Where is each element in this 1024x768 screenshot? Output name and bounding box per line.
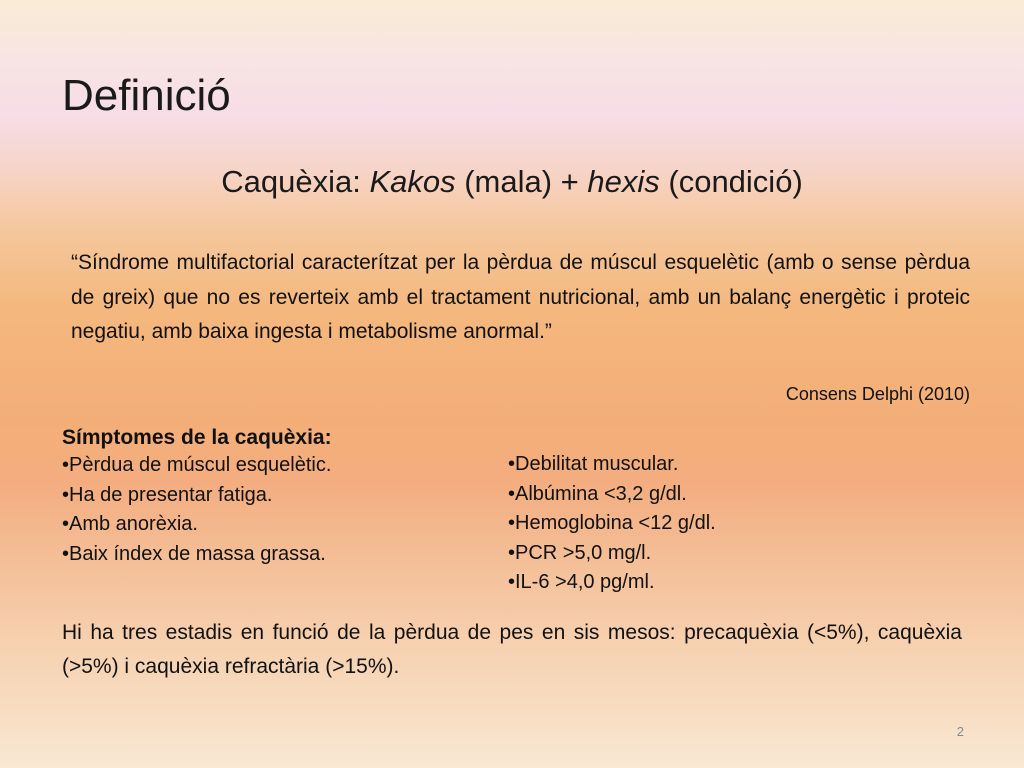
stages-paragraph: Hi ha tres estadis en funció de la pèrdua de pes en sis mesos: precaquèxia (<5%), caquèxia (>5%) i caquèxia refractària (>15%).: [62, 621, 962, 678]
subtitle-prefix: Caquèxia:: [221, 164, 370, 199]
quote-citation: Consens Delphi (2010): [785, 384, 970, 404]
list-item: •Debilitat muscular.: [508, 453, 679, 475]
subtitle-term-hexis-meaning: (condició): [659, 164, 803, 199]
slide-title: Definició: [62, 71, 231, 120]
subtitle-term-kakos: Kakos: [369, 164, 456, 199]
list-item: •Pèrdua de múscul esquelètic.: [62, 454, 332, 476]
symptoms-heading: Símptomes de la caquèxia:: [62, 426, 332, 449]
symptoms-list-left: [62, 451, 331, 569]
page-number: 2: [956, 724, 964, 739]
slide-subtitle: [0, 160, 1024, 204]
symptoms-list-right: [508, 450, 716, 598]
subtitle-term-kakos-meaning: (mala) +: [455, 164, 588, 199]
list-item: •Albúmina <3,2 g/dl.: [508, 482, 687, 505]
list-item: •PCR >5,0 mg/l.: [508, 541, 652, 564]
subtitle-term-hexis: hexis: [587, 164, 660, 199]
list-item: •Baix índex de massa grassa.: [62, 542, 326, 565]
list-item: •IL-6 >4,0 pg/ml.: [508, 571, 655, 593]
list-item: •Amb anorèxia.: [62, 513, 198, 535]
list-item: •Ha de presentar fatiga.: [62, 483, 273, 506]
definition-quote: “Síndrome multifactorial caracterítzat per la pèrdua de múscul esquelètic (amb o sense pèrdua de greix) que no es reverteix amb el tractament nutricional, amb un balanç energètic i proteic negatiu, amb baixa ingesta i metabolisme anormal.”: [71, 251, 970, 343]
list-item: •Hemoglobina <12 g/dl.: [508, 512, 716, 534]
